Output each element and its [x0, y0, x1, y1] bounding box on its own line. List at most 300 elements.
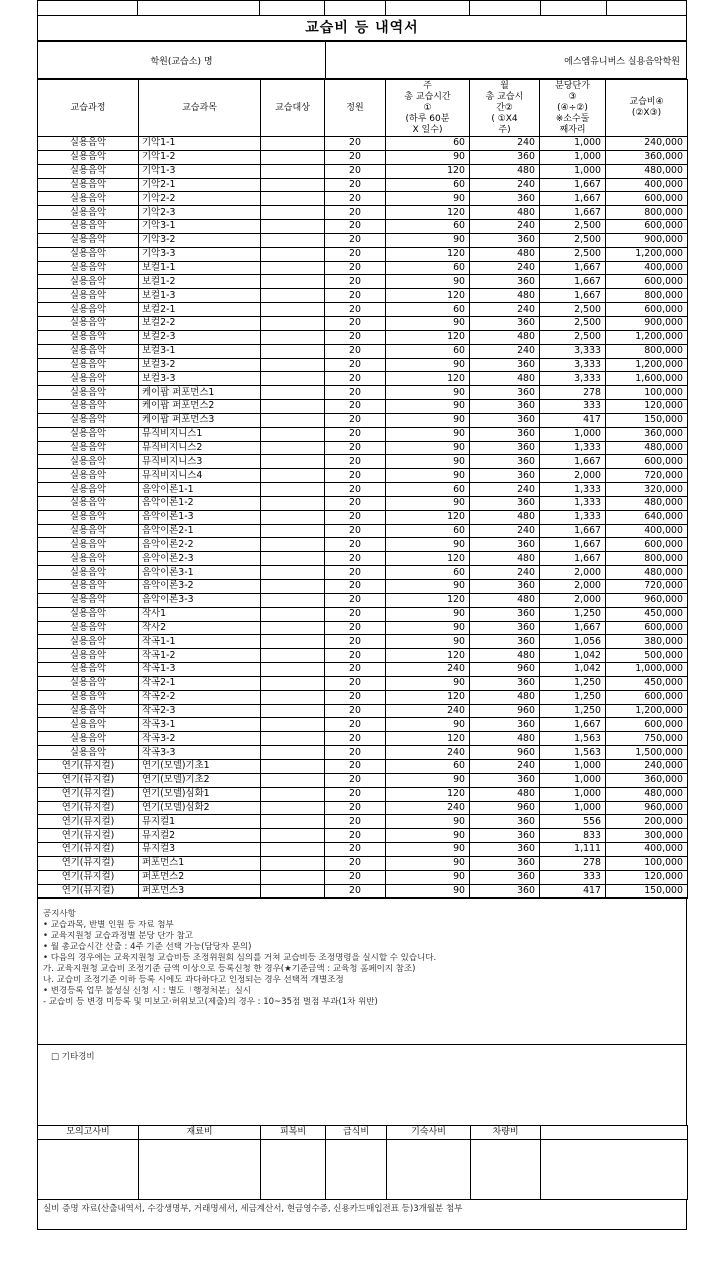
expense-table [37, 1125, 688, 1200]
table-row [38, 400, 688, 414]
monthly-hours-cell: 360 [470, 233, 540, 247]
monthly-hours-cell: 480 [470, 690, 540, 704]
weekly-hours-cell: 120 [386, 164, 470, 178]
fee-cell: 480,000 [606, 496, 688, 510]
weekly-hours-cell: 60 [386, 303, 470, 317]
weekly-hours-cell: 120 [386, 593, 470, 607]
weekly-hours-cell: 90 [386, 413, 470, 427]
notice-line: • 교육지원청 교습과정별 분당 단가 참고 [43, 931, 193, 942]
table-row [38, 303, 688, 317]
course-cell: 연기(뮤지컬) [38, 870, 139, 884]
weekly-hours-cell: 90 [386, 843, 470, 857]
capacity-cell: 20 [325, 690, 386, 704]
table-row [38, 566, 688, 580]
subject-cell: 기악2-3 [139, 206, 261, 220]
unit-price-cell: 278 [540, 386, 606, 400]
monthly-hours-cell: 480 [470, 552, 540, 566]
weekly-hours-cell: 90 [386, 884, 470, 898]
target-cell [261, 137, 325, 151]
capacity-cell: 20 [325, 178, 386, 192]
monthly-hours-cell: 360 [470, 275, 540, 289]
target-cell [261, 538, 325, 552]
capacity-cell: 20 [325, 843, 386, 857]
table-row [38, 510, 688, 524]
monthly-hours-cell: 360 [470, 455, 540, 469]
capacity-cell: 20 [325, 469, 386, 483]
weekly-hours-cell: 90 [386, 358, 470, 372]
course-cell: 실용음악 [38, 635, 139, 649]
monthly-hours-cell: 240 [470, 483, 540, 497]
weekly-hours-cell: 90 [386, 400, 470, 414]
unit-price-cell: 1,042 [540, 663, 606, 677]
monthly-hours-cell: 360 [470, 538, 540, 552]
subject-cell: 작사2 [139, 621, 261, 635]
header-line: 총 교습시간 [404, 91, 451, 102]
expense-cell [139, 1140, 261, 1200]
weekly-hours-cell: 120 [386, 289, 470, 303]
course-cell: 실용음악 [38, 704, 139, 718]
subject-cell: 기악3-2 [139, 233, 261, 247]
course-cell: 실용음악 [38, 400, 139, 414]
header-line: X 일수) [412, 124, 443, 135]
unit-price-cell: 833 [540, 829, 606, 843]
table-row [38, 580, 688, 594]
header-line: ③ [568, 91, 577, 102]
capacity-cell: 20 [325, 607, 386, 621]
fee-cell: 150,000 [606, 884, 688, 898]
table-row [38, 676, 688, 690]
target-cell [261, 386, 325, 400]
monthly-hours-cell: 360 [470, 192, 540, 206]
capacity-cell: 20 [325, 787, 386, 801]
capacity-cell: 20 [325, 759, 386, 773]
capacity-cell: 20 [325, 732, 386, 746]
subject-cell: 기악3-3 [139, 247, 261, 261]
unit-price-cell: 1,056 [540, 635, 606, 649]
weekly-hours-cell: 90 [386, 870, 470, 884]
target-cell [261, 843, 325, 857]
subject-cell: 케이팝 퍼포먼스2 [139, 400, 261, 414]
capacity-cell: 20 [325, 552, 386, 566]
unit-price-cell: 1,250 [540, 704, 606, 718]
capacity-cell: 20 [325, 303, 386, 317]
monthly-hours-cell: 360 [470, 884, 540, 898]
course-cell: 실용음악 [38, 552, 139, 566]
fee-cell: 1,200,000 [606, 704, 688, 718]
col-capacity: 정원 [325, 80, 386, 137]
unit-price-cell: 1,667 [540, 206, 606, 220]
weekly-hours-cell: 90 [386, 856, 470, 870]
target-cell [261, 593, 325, 607]
table-row [38, 137, 688, 151]
table-row [38, 552, 688, 566]
unit-price-cell: 556 [540, 815, 606, 829]
expense-header-clothing: 피복비 [261, 1126, 326, 1140]
subject-cell: 보컬3-2 [139, 358, 261, 372]
unit-price-cell: 1,667 [540, 289, 606, 303]
col-fee [606, 80, 688, 137]
fee-cell: 240,000 [606, 759, 688, 773]
fee-cell: 400,000 [606, 524, 688, 538]
monthly-hours-cell: 960 [470, 746, 540, 760]
unit-price-cell: 417 [540, 413, 606, 427]
course-cell: 실용음악 [38, 137, 139, 151]
table-row [38, 178, 688, 192]
course-cell: 실용음악 [38, 427, 139, 441]
fee-cell: 720,000 [606, 580, 688, 594]
target-cell [261, 690, 325, 704]
subject-cell: 연기(모델)심화1 [139, 787, 261, 801]
fee-statement-sheet [37, 0, 687, 1230]
target-cell [261, 192, 325, 206]
table-row [38, 524, 688, 538]
subject-cell: 기악2-2 [139, 192, 261, 206]
fee-cell: 240,000 [606, 137, 688, 151]
fee-cell: 360,000 [606, 773, 688, 787]
unit-price-cell: 1,563 [540, 746, 606, 760]
target-cell [261, 870, 325, 884]
notice-section [37, 899, 687, 1045]
weekly-hours-cell: 90 [386, 275, 470, 289]
fee-cell: 750,000 [606, 732, 688, 746]
target-cell [261, 372, 325, 386]
unit-price-cell: 333 [540, 400, 606, 414]
notice-title: 공지사항 [43, 909, 76, 920]
target-cell [261, 469, 325, 483]
fee-cell: 600,000 [606, 690, 688, 704]
course-cell: 실용음악 [38, 441, 139, 455]
course-cell: 연기(뮤지컬) [38, 884, 139, 898]
course-cell: 실용음악 [38, 303, 139, 317]
table-row [38, 746, 688, 760]
expense-cell [38, 1140, 139, 1200]
target-cell [261, 150, 325, 164]
monthly-hours-cell: 360 [470, 400, 540, 414]
fee-cell: 320,000 [606, 483, 688, 497]
unit-price-cell: 2,500 [540, 247, 606, 261]
monthly-hours-cell: 360 [470, 870, 540, 884]
weekly-hours-cell: 240 [386, 663, 470, 677]
table-row [38, 316, 688, 330]
col-weekly-hours [386, 80, 470, 137]
table-row [38, 330, 688, 344]
unit-price-cell: 1,563 [540, 732, 606, 746]
capacity-cell: 20 [325, 746, 386, 760]
monthly-hours-cell: 240 [470, 566, 540, 580]
monthly-hours-cell: 360 [470, 427, 540, 441]
monthly-hours-cell: 480 [470, 289, 540, 303]
unit-price-cell: 1,000 [540, 137, 606, 151]
weekly-hours-cell: 90 [386, 316, 470, 330]
fee-cell: 600,000 [606, 455, 688, 469]
target-cell [261, 316, 325, 330]
capacity-cell: 20 [325, 233, 386, 247]
unit-price-cell: 1,042 [540, 649, 606, 663]
course-cell: 실용음악 [38, 247, 139, 261]
course-cell: 실용음악 [38, 206, 139, 220]
header-line: 주 [423, 80, 432, 91]
monthly-hours-cell: 480 [470, 510, 540, 524]
fee-cell: 400,000 [606, 843, 688, 857]
target-cell [261, 483, 325, 497]
weekly-hours-cell: 90 [386, 455, 470, 469]
weekly-hours-cell: 90 [386, 829, 470, 843]
table-row [38, 787, 688, 801]
monthly-hours-cell: 240 [470, 261, 540, 275]
monthly-hours-cell: 360 [470, 441, 540, 455]
subject-cell: 작곡3-3 [139, 746, 261, 760]
target-cell [261, 552, 325, 566]
fee-cell: 600,000 [606, 192, 688, 206]
course-cell: 연기(뮤지컬) [38, 773, 139, 787]
subject-cell: 음악이론2-2 [139, 538, 261, 552]
capacity-cell: 20 [325, 884, 386, 898]
fee-cell: 600,000 [606, 303, 688, 317]
document-title: 교습비 등 내역서 [37, 16, 687, 42]
target-cell [261, 510, 325, 524]
weekly-hours-cell: 90 [386, 676, 470, 690]
fee-cell: 450,000 [606, 607, 688, 621]
target-cell [261, 247, 325, 261]
target-cell [261, 524, 325, 538]
subject-cell: 작곡3-2 [139, 732, 261, 746]
monthly-hours-cell: 480 [470, 787, 540, 801]
weekly-hours-cell: 120 [386, 552, 470, 566]
weekly-hours-cell: 120 [386, 649, 470, 663]
target-cell [261, 621, 325, 635]
target-cell [261, 400, 325, 414]
course-cell: 연기(뮤지컬) [38, 815, 139, 829]
target-cell [261, 773, 325, 787]
unit-price-cell: 2,500 [540, 220, 606, 234]
expense-header-dormitory: 기숙사비 [387, 1126, 471, 1140]
weekly-hours-cell: 90 [386, 580, 470, 594]
target-cell [261, 220, 325, 234]
capacity-cell: 20 [325, 870, 386, 884]
course-cell: 실용음악 [38, 732, 139, 746]
fee-cell: 480,000 [606, 566, 688, 580]
unit-price-cell: 1,667 [540, 538, 606, 552]
monthly-hours-cell: 480 [470, 593, 540, 607]
subject-cell: 뮤직비지니스4 [139, 469, 261, 483]
monthly-hours-cell: 960 [470, 704, 540, 718]
subject-cell: 음악이론2-1 [139, 524, 261, 538]
table-row [38, 206, 688, 220]
unit-price-cell: 2,000 [540, 566, 606, 580]
table-row [38, 358, 688, 372]
target-cell [261, 178, 325, 192]
target-cell [261, 801, 325, 815]
subject-cell: 보컬3-1 [139, 344, 261, 358]
header-line: 주) [498, 124, 511, 135]
target-cell [261, 759, 325, 773]
unit-price-cell: 1,250 [540, 676, 606, 690]
unit-price-cell: 1,333 [540, 510, 606, 524]
subject-cell: 음악이론1-3 [139, 510, 261, 524]
course-cell: 실용음악 [38, 275, 139, 289]
subject-cell: 보컬2-3 [139, 330, 261, 344]
capacity-cell: 20 [325, 427, 386, 441]
subject-cell: 음악이론2-3 [139, 552, 261, 566]
monthly-hours-cell: 240 [470, 344, 540, 358]
weekly-hours-cell: 90 [386, 538, 470, 552]
weekly-hours-cell: 60 [386, 524, 470, 538]
subject-cell: 작곡2-3 [139, 704, 261, 718]
fee-cell: 120,000 [606, 400, 688, 414]
fee-cell: 360,000 [606, 150, 688, 164]
subject-cell: 연기(모델)기초1 [139, 759, 261, 773]
monthly-hours-cell: 360 [470, 580, 540, 594]
fee-cell: 150,000 [606, 413, 688, 427]
header-line: 월 [500, 80, 509, 91]
target-cell [261, 607, 325, 621]
capacity-cell: 20 [325, 704, 386, 718]
header-line: ( ①X4 [491, 113, 518, 124]
fee-cell: 1,500,000 [606, 746, 688, 760]
table-row [38, 150, 688, 164]
fee-cell: 480,000 [606, 441, 688, 455]
subject-cell: 기악1-3 [139, 164, 261, 178]
table-row [38, 856, 688, 870]
course-cell: 연기(뮤지컬) [38, 787, 139, 801]
table-row [38, 870, 688, 884]
academy-name: 에스엠유니버스 실용음악학원 [564, 56, 680, 67]
course-cell: 연기(뮤지컬) [38, 829, 139, 843]
monthly-hours-cell: 360 [470, 773, 540, 787]
course-cell: 실용음악 [38, 746, 139, 760]
table-row [38, 192, 688, 206]
fee-cell: 600,000 [606, 621, 688, 635]
weekly-hours-cell: 90 [386, 386, 470, 400]
subject-cell: 보컬2-2 [139, 316, 261, 330]
table-row [38, 220, 688, 234]
table-row [38, 233, 688, 247]
subject-cell: 보컬1-3 [139, 289, 261, 303]
unit-price-cell: 1,000 [540, 801, 606, 815]
expense-header-vehicle: 차량비 [471, 1126, 541, 1140]
notice-line: • 월 총교습시간 산출 : 4주 기준 선택 가능(담당자 문의) [43, 942, 252, 953]
fee-cell: 800,000 [606, 206, 688, 220]
monthly-hours-cell: 360 [470, 676, 540, 690]
subject-cell: 퍼포먼스2 [139, 870, 261, 884]
weekly-hours-cell: 240 [386, 801, 470, 815]
unit-price-cell: 1,667 [540, 261, 606, 275]
course-cell: 실용음악 [38, 164, 139, 178]
header-line: ※소수둘 [555, 113, 590, 124]
capacity-cell: 20 [325, 206, 386, 220]
expense-cell [387, 1140, 471, 1200]
subject-cell: 연기(모델)기초2 [139, 773, 261, 787]
course-cell: 실용음악 [38, 386, 139, 400]
unit-price-cell: 1,000 [540, 773, 606, 787]
fee-table-body [38, 137, 688, 899]
capacity-cell: 20 [325, 566, 386, 580]
target-cell [261, 566, 325, 580]
fee-cell: 1,000,000 [606, 663, 688, 677]
table-row [38, 607, 688, 621]
unit-price-cell: 1,000 [540, 759, 606, 773]
capacity-cell: 20 [325, 649, 386, 663]
monthly-hours-cell: 240 [470, 303, 540, 317]
course-cell: 연기(뮤지컬) [38, 856, 139, 870]
table-row [38, 413, 688, 427]
table-row [38, 344, 688, 358]
monthly-hours-cell: 240 [470, 137, 540, 151]
fee-cell: 800,000 [606, 552, 688, 566]
table-row [38, 441, 688, 455]
subject-cell: 퍼포먼스1 [139, 856, 261, 870]
monthly-hours-cell: 960 [470, 801, 540, 815]
fee-cell: 100,000 [606, 386, 688, 400]
header-line: 분당단가 [555, 80, 590, 91]
subject-cell: 뮤직비지니스1 [139, 427, 261, 441]
unit-price-cell: 3,333 [540, 358, 606, 372]
capacity-cell: 20 [325, 247, 386, 261]
table-row [38, 829, 688, 843]
capacity-cell: 20 [325, 815, 386, 829]
subject-cell: 뮤지컬1 [139, 815, 261, 829]
course-cell: 실용음악 [38, 649, 139, 663]
weekly-hours-cell: 90 [386, 441, 470, 455]
target-cell [261, 413, 325, 427]
capacity-cell: 20 [325, 261, 386, 275]
header-line: (②X③) [631, 108, 662, 118]
fee-cell: 1,200,000 [606, 358, 688, 372]
target-cell [261, 344, 325, 358]
target-cell [261, 787, 325, 801]
course-cell: 실용음악 [38, 663, 139, 677]
table-row [38, 649, 688, 663]
table-row [38, 801, 688, 815]
course-cell: 실용음악 [38, 566, 139, 580]
course-cell: 연기(뮤지컬) [38, 843, 139, 857]
fee-cell: 100,000 [606, 856, 688, 870]
target-cell [261, 635, 325, 649]
capacity-cell: 20 [325, 538, 386, 552]
unit-price-cell: 2,500 [540, 303, 606, 317]
capacity-cell: 20 [325, 192, 386, 206]
target-cell [261, 815, 325, 829]
notice-line: • 변경등록 업무 불성실 신청 시 : 별도「행정처분」실시 [43, 985, 252, 996]
top-strip [37, 0, 687, 16]
target-cell [261, 704, 325, 718]
target-cell [261, 289, 325, 303]
course-cell: 실용음악 [38, 676, 139, 690]
monthly-hours-cell: 240 [470, 220, 540, 234]
expense-cell [326, 1140, 387, 1200]
unit-price-cell: 1,250 [540, 607, 606, 621]
course-cell: 실용음악 [38, 593, 139, 607]
unit-price-cell: 2,000 [540, 593, 606, 607]
unit-price-cell: 1,000 [540, 787, 606, 801]
capacity-cell: 20 [325, 164, 386, 178]
capacity-cell: 20 [325, 663, 386, 677]
subject-cell: 보컬1-2 [139, 275, 261, 289]
fee-cell: 1,200,000 [606, 330, 688, 344]
weekly-hours-cell: 90 [386, 192, 470, 206]
proof-documents-note: 실비 증명 자료(산출내역서, 수강생명부, 거래명세서, 세금계산서, 현금영수증, 신용카드매입전표 등)3개월분 첨부 [37, 1200, 687, 1230]
fee-cell: 600,000 [606, 275, 688, 289]
header-line: 간② [496, 102, 513, 113]
monthly-hours-cell: 360 [470, 316, 540, 330]
capacity-cell: 20 [325, 344, 386, 358]
capacity-cell: 20 [325, 400, 386, 414]
subject-cell: 작곡2-2 [139, 690, 261, 704]
weekly-hours-cell: 120 [386, 206, 470, 220]
unit-price-cell: 2,500 [540, 233, 606, 247]
weekly-hours-cell: 120 [386, 690, 470, 704]
table-row [38, 704, 688, 718]
